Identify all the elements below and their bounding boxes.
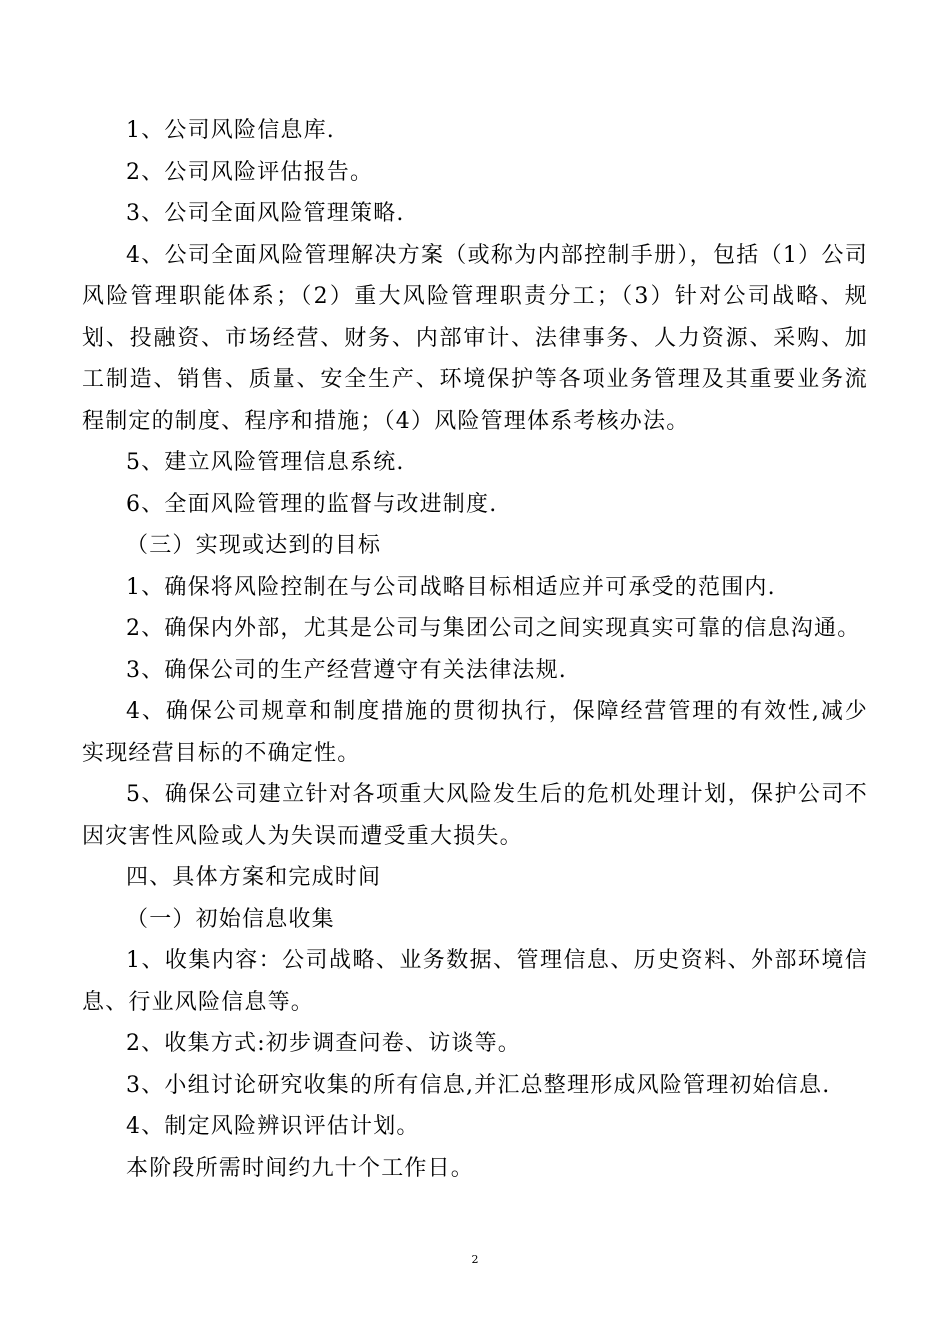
paragraph: 6、全面风险管理的监督与改进制度. xyxy=(126,491,498,517)
paragraph: 2、确保内外部，尤其是公司与集团公司之间实现真实可靠的信息沟通。 xyxy=(126,616,861,641)
paragraph: 2、收集方式:初步调查问卷、访谈等。 xyxy=(126,1031,522,1056)
paragraph: 1、收集内容：公司战略、业务数据、管理信息、历史资料、外部环境信息、行业风险信息等。 xyxy=(82,948,868,1015)
page-number: 2 xyxy=(471,1253,479,1266)
section-heading: 四、具体方案和完成时间 xyxy=(126,865,382,890)
section-heading: （三）实现或达到的目标 xyxy=(126,533,382,558)
paragraph: 5、建立风险管理信息系统. xyxy=(126,450,405,475)
section-heading: （一）初始信息收集 xyxy=(126,906,335,932)
paragraph: 3、小组讨论研究收集的所有信息,并汇总整理形成风险管理初始信息. xyxy=(126,1072,831,1098)
paragraph: 4、制定风险辨识评估计划。 xyxy=(126,1114,420,1139)
paragraph: 2、公司风险评估报告。 xyxy=(126,159,374,185)
document-body xyxy=(82,110,868,1189)
paragraph: 3、确保公司的生产经营遵守有关法律法规. xyxy=(126,657,567,683)
paragraph: 1、公司风险信息库. xyxy=(126,118,335,143)
paragraph: 3、公司全面风险管理策略. xyxy=(126,201,405,226)
paragraph: 4、确保公司规章和制度措施的贯彻执行，保障经营管理的有效性,减少实现经营目标的不确定性。 xyxy=(82,699,868,766)
paragraph: 4、公司全面风险管理解决方案（或称为内部控制手册），包括（1）公司风险管理职能体系；（2）重大风险管理职责分工；（3）针对公司战略、规划、投融资、市场经营、财务、内部审计、法律事务、人力资源、采购、加工制造、销售、质量、安全生产、环境保护等各项业务管理及其重要业务流程制定的制度、程序和措施；（4）风险管理体系考核办法。 xyxy=(82,242,868,434)
paragraph: 本阶段所需时间约九十个工作日。 xyxy=(126,1155,475,1181)
paragraph: 5、确保公司建立针对各项重大风险发生后的危机处理计划，保护公司不因灾害性风险或人为失误而遭受重大损失。 xyxy=(82,782,868,849)
paragraph: 1、确保将风险控制在与公司战略目标相适应并可承受的范围内. xyxy=(126,574,776,600)
